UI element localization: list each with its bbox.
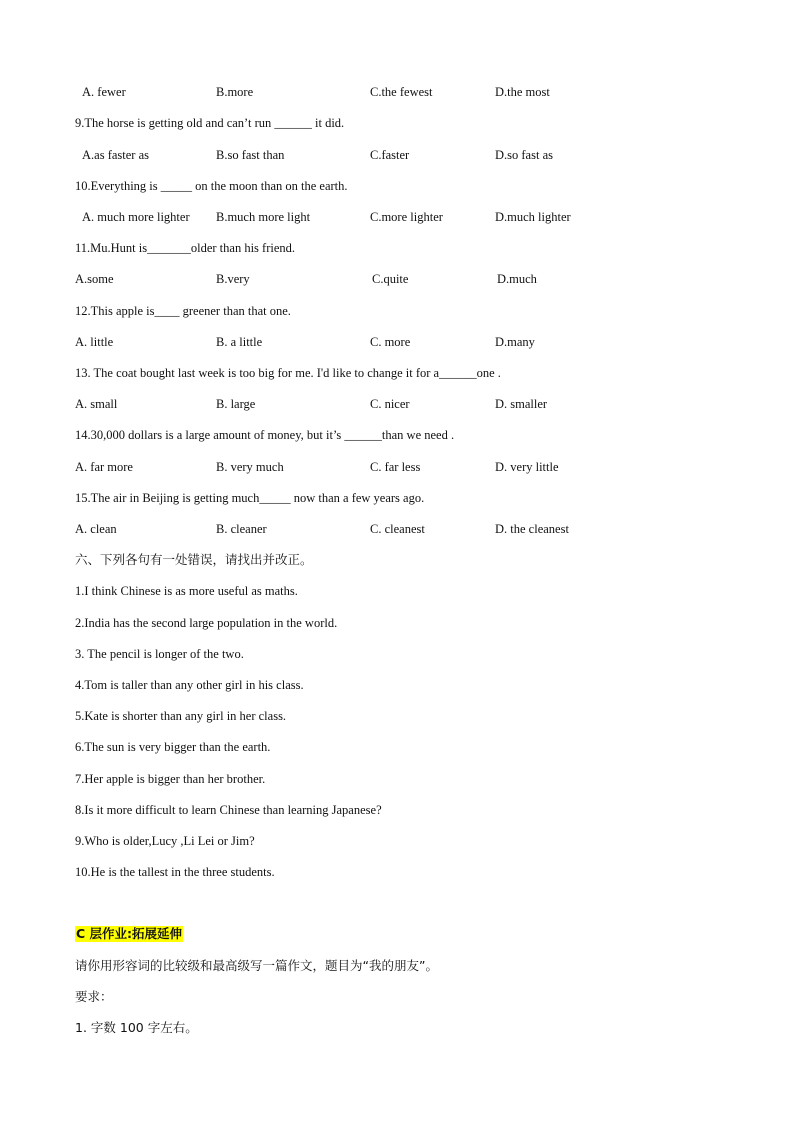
error-item-8: 8.Is it more difficult to learn Chinese than learning Japanese? [75, 803, 382, 817]
question-9: 9.The horse is getting old and can’t run ______ it did. [75, 116, 345, 130]
option-b: B. cleaner [216, 522, 267, 536]
option-b: B. very much [216, 460, 284, 474]
question-10: 10.Everything is _____ on the moon than on the earth. [75, 179, 348, 193]
requirements-label: 要求： [75, 989, 113, 1004]
option-d: D.so fast as [495, 148, 553, 162]
section-c-heading: C 层作业:拓展延伸 [76, 926, 183, 941]
option-a: A. little [75, 335, 114, 349]
question-15: 15.The air in Beijing is getting much_____ now than a few years ago. [75, 491, 425, 505]
option-d: D. smaller [495, 397, 548, 411]
error-item-7: 7.Her apple is bigger than her brother. [75, 772, 266, 786]
option-b: B.more [216, 85, 254, 99]
option-a: A. far more [75, 460, 133, 474]
option-d: D. the cleanest [495, 522, 569, 536]
option-d: D.the most [495, 85, 550, 99]
option-b: B. large [216, 397, 256, 411]
option-c: C. more [370, 335, 411, 349]
option-b: B. a little [216, 335, 263, 349]
option-d: D.much lighter [495, 210, 571, 224]
option-c: C.quite [372, 272, 409, 286]
option-a: A. fewer [82, 85, 126, 99]
error-item-4: 4.Tom is taller than any other girl in his class. [75, 678, 304, 692]
option-a: A. small [75, 397, 118, 411]
question-11: 11.Mu.Hunt is_______older than his friend. [75, 241, 296, 255]
option-b: B.very [216, 272, 250, 286]
error-item-9: 9.Who is older,Lucy ,Li Lei or Jim? [75, 834, 255, 848]
error-item-10: 10.He is the tallest in the three students. [75, 865, 275, 879]
section-six-title: 六、下列各句有一处错误，请找出并改正。 [75, 552, 313, 567]
option-b: B.much more light [216, 210, 311, 224]
error-item-1: 1.I think Chinese is as more useful as maths. [75, 584, 298, 598]
error-item-3: 3. The pencil is longer of the two. [75, 647, 244, 661]
option-c: C. cleanest [370, 522, 425, 536]
option-d: D.much [497, 272, 537, 286]
option-a: A.as faster as [82, 148, 149, 162]
option-c: C. far less [370, 460, 421, 474]
option-c: C. nicer [370, 397, 410, 411]
question-12: 12.This apple is____ greener than that one. [75, 304, 291, 318]
question-13: 13. The coat bought last week is too big for me. I'd like to change it for a______one . [75, 366, 501, 380]
option-a: A. much more lighter [82, 210, 190, 224]
question-14: 14.30,000 dollars is a large amount of money, but it’s ______than we need . [75, 428, 455, 442]
option-c: C.the fewest [370, 85, 433, 99]
error-item-6: 6.The sun is very bigger than the earth. [75, 740, 271, 754]
option-c: C.more lighter [370, 210, 443, 224]
option-c: C.faster [370, 148, 410, 162]
option-d: D.many [495, 335, 535, 349]
requirement-1: 1. 字数 100 字左右。 [75, 1020, 198, 1035]
option-d: D. very little [495, 460, 559, 474]
error-item-2: 2.India has the second large population in the world. [75, 616, 338, 630]
error-item-5: 5.Kate is shorter than any girl in her class. [75, 709, 287, 723]
essay-prompt: 请你用形容词的比较级和最高级写一篇作文，题目为“我的朋友”。 [75, 958, 438, 973]
option-a: A.some [75, 272, 114, 286]
option-b: B.so fast than [216, 148, 285, 162]
option-a: A. clean [75, 522, 117, 536]
